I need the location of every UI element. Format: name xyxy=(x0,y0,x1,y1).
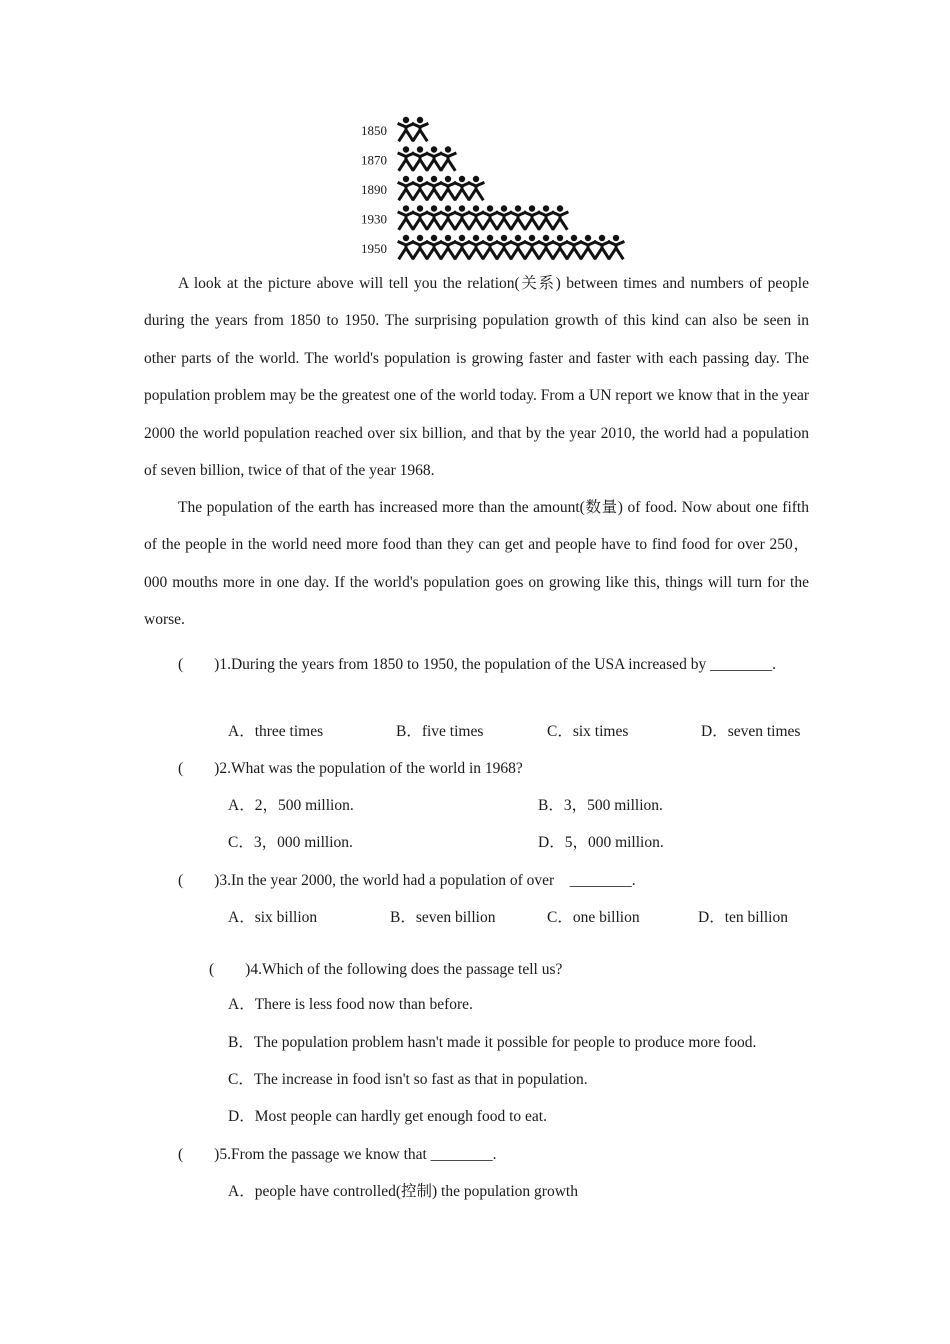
pictogram-year-label: 1950 xyxy=(361,241,387,256)
question-4-option-c: C．The increase in food isn't so fast as that in population. xyxy=(228,1071,588,1088)
person-figure xyxy=(441,205,455,228)
person-figure xyxy=(497,205,511,228)
passage-paragraph-2: The population of the earth has increased more than the amount(数量) of food. Now about one fifth of the people in the world need more food than they can get and people have to find food for over 250，000 mouths more in one day. If the world's population goes on growing like this, things will turn for the worse. xyxy=(144,499,809,629)
pictogram-year-label: 1870 xyxy=(361,152,387,168)
person-figure xyxy=(511,205,525,228)
person-figure xyxy=(553,205,567,228)
person-figure xyxy=(413,146,427,169)
person-figure xyxy=(497,235,511,258)
question-4-option-b: B．The population problem hasn't made it possible for people to produce more food. xyxy=(228,1034,757,1051)
question-1-option-c: C．six times xyxy=(547,723,629,740)
person-figure xyxy=(441,146,455,169)
question-3-option-b: B．seven billion xyxy=(390,909,496,926)
question-3-option-d: D．ten billion xyxy=(698,909,788,926)
person-figure xyxy=(525,235,539,258)
person-figure xyxy=(525,205,539,228)
person-figure xyxy=(413,235,427,258)
pictogram-year-label: 1930 xyxy=(361,211,387,227)
person-figure xyxy=(511,235,525,258)
question-2-option-d: D．5，000 million. xyxy=(538,834,664,851)
person-figure xyxy=(455,235,469,258)
question-1-option-b: B．five times xyxy=(396,723,484,740)
person-figure xyxy=(483,205,497,228)
person-figure xyxy=(595,235,609,258)
question-4: ( )4.Which of the following does the passage tell us? xyxy=(209,961,563,978)
question-1: ( )1.During the years from 1850 to 1950, the population of the USA increased by ________. xyxy=(178,656,776,673)
question-1-option-a: A．three times xyxy=(228,723,324,740)
question-3: ( )3.In the year 2000, the world had a population of over ________. xyxy=(178,872,636,889)
passage-paragraph-1: A look at the picture above will tell you the relation(关系) between times and numbers of people during the years from 1850 to 1950. The surprising population growth of this kind can also be seen in other parts of the world. The world's population is growing faster and faster with each passing day. The population problem may be the greatest one of the world today. From a UN report we know that in the year 2000 the world population reached over six billion, and that by the year 2010, the world had a population of seven billion, twice of that of the year 1968. xyxy=(144,275,809,480)
person-figure xyxy=(399,235,413,258)
person-figure xyxy=(469,205,483,228)
person-figure xyxy=(441,235,455,258)
person-figure xyxy=(399,117,413,140)
person-figure xyxy=(427,146,441,169)
question-1-option-d: D．seven times xyxy=(701,723,801,740)
question-5: ( )5.From the passage we know that ________. xyxy=(178,1146,497,1163)
question-5-option-a: A．people have controlled(控制) the population growth xyxy=(228,1183,578,1200)
person-figure xyxy=(581,235,595,258)
question-2-option-c: C．3，000 million. xyxy=(228,834,353,851)
question-2-option-a: A．2，500 million. xyxy=(228,797,354,814)
person-figure xyxy=(553,235,567,258)
question-2-option-b: B．3，500 million. xyxy=(538,797,663,814)
question-2: ( )2.What was the population of the world in 1968? xyxy=(178,760,523,777)
person-figure xyxy=(455,205,469,228)
person-figure xyxy=(399,205,413,228)
pictogram-year-label: 1850 xyxy=(361,123,387,138)
person-figure xyxy=(399,176,413,199)
person-figure xyxy=(413,117,427,140)
question-3-option-c: C．one billion xyxy=(547,909,640,926)
person-figure xyxy=(413,176,427,199)
question-4-option-a: A．There is less food now than before. xyxy=(228,996,473,1013)
question-4-option-d: D．Most people can hardly get enough food to eat. xyxy=(228,1108,547,1125)
pictogram-year-label: 1890 xyxy=(361,182,387,197)
person-figure xyxy=(539,235,553,258)
person-figure xyxy=(399,146,413,169)
person-figure xyxy=(427,205,441,228)
person-figure xyxy=(469,176,483,199)
person-figure xyxy=(483,235,497,258)
person-figure xyxy=(469,235,483,258)
question-3-option-a: A．six billion xyxy=(228,909,318,926)
person-figure xyxy=(567,235,581,258)
person-figure xyxy=(609,235,623,258)
person-figure xyxy=(427,176,441,199)
person-figure xyxy=(427,235,441,258)
person-figure xyxy=(539,205,553,228)
population-pictogram xyxy=(355,112,630,264)
person-figure xyxy=(455,176,469,199)
person-figure xyxy=(413,205,427,228)
person-figure xyxy=(441,176,455,199)
